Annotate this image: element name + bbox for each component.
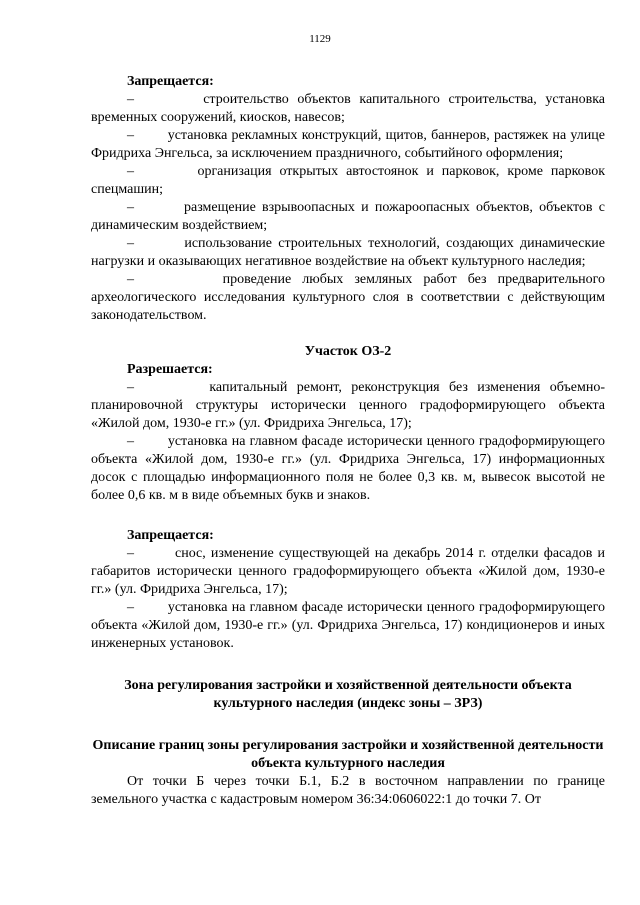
subsection-title: Участок ОЗ-2: [304, 344, 392, 359]
document-body: [91, 73, 605, 809]
list-item: – использование строительных технологий, создающих динамические нагрузки и оказывающих негативное воздействие на объект культурного наследия;: [91, 236, 605, 269]
list-item: – организация открытых автостоянок и парковок, кроме парковок спецмашин;: [91, 164, 605, 197]
list-item: – размещение взрывоопасных и пожароопасных объектов, объектов с динамическим воздействием;: [91, 200, 605, 233]
page-number: 1129: [309, 33, 331, 45]
section-heading-prohibited-2: Запрещается:: [127, 528, 214, 543]
list-item: – установка на главном фасаде исторически ценного градоформирующего объекта «Жилой дом, 1930-е гг.» (ул. Фридриха Энгельса, 17) кондиционеров и иных инженерных установок.: [91, 600, 605, 651]
list-item: – строительство объектов капитального строительства, установка временных сооружений, киосков, навесов;: [91, 92, 605, 125]
description-text: От точки Б через точки Б.1, Б.2 в восточном направлении по границе земельного участка с кадастровым номером 36:34:0606022:1 до точки 7. От: [91, 774, 605, 807]
list-item: – установка рекламных конструкций, щитов, баннеров, растяжек на улице Фридриха Энгельса, за исключением праздничного, событийного оформления;: [91, 128, 605, 161]
description-title: Описание границ зоны регулирования застройки и хозяйственной деятельности объекта культурного наследия: [92, 738, 604, 771]
section-heading-prohibited-1: Запрещается:: [127, 74, 214, 89]
list-item: – снос, изменение существующей на декабрь 2014 г. отделки фасадов и габаритов исторически ценного градоформирующего объекта «Жилой дом, 1930-е гг.» (ул. Фридриха Энгельса, 17);: [91, 546, 605, 597]
list-item: – установка на главном фасаде исторически ценного градоформирующего объекта «Жилой дом, 1930-е гг.» (ул. Фридриха Энгельса, 17) информационных досок с площадью информационного поля не более 0,3 кв. м, вывесок высотой не более 0,6 кв. м в виде объемных букв и знаков.: [91, 434, 605, 503]
zone-title: Зона регулирования застройки и хозяйственной деятельности объекта культурного наследия (индекс зоны – ЗРЗ): [124, 678, 572, 711]
list-item: – капитальный ремонт, реконструкция без изменения объемно-планировочной структуры исторически ценного градоформирующего объекта «Жилой дом, 1930-е гг.» (ул. Фридриха Энгельса, 17);: [91, 380, 605, 431]
section-heading-allowed: Разрешается:: [127, 362, 213, 377]
list-item: – проведение любых земляных работ без предварительного археологического исследования культурного слоя в соответствии с действующим законодательством.: [91, 272, 605, 323]
